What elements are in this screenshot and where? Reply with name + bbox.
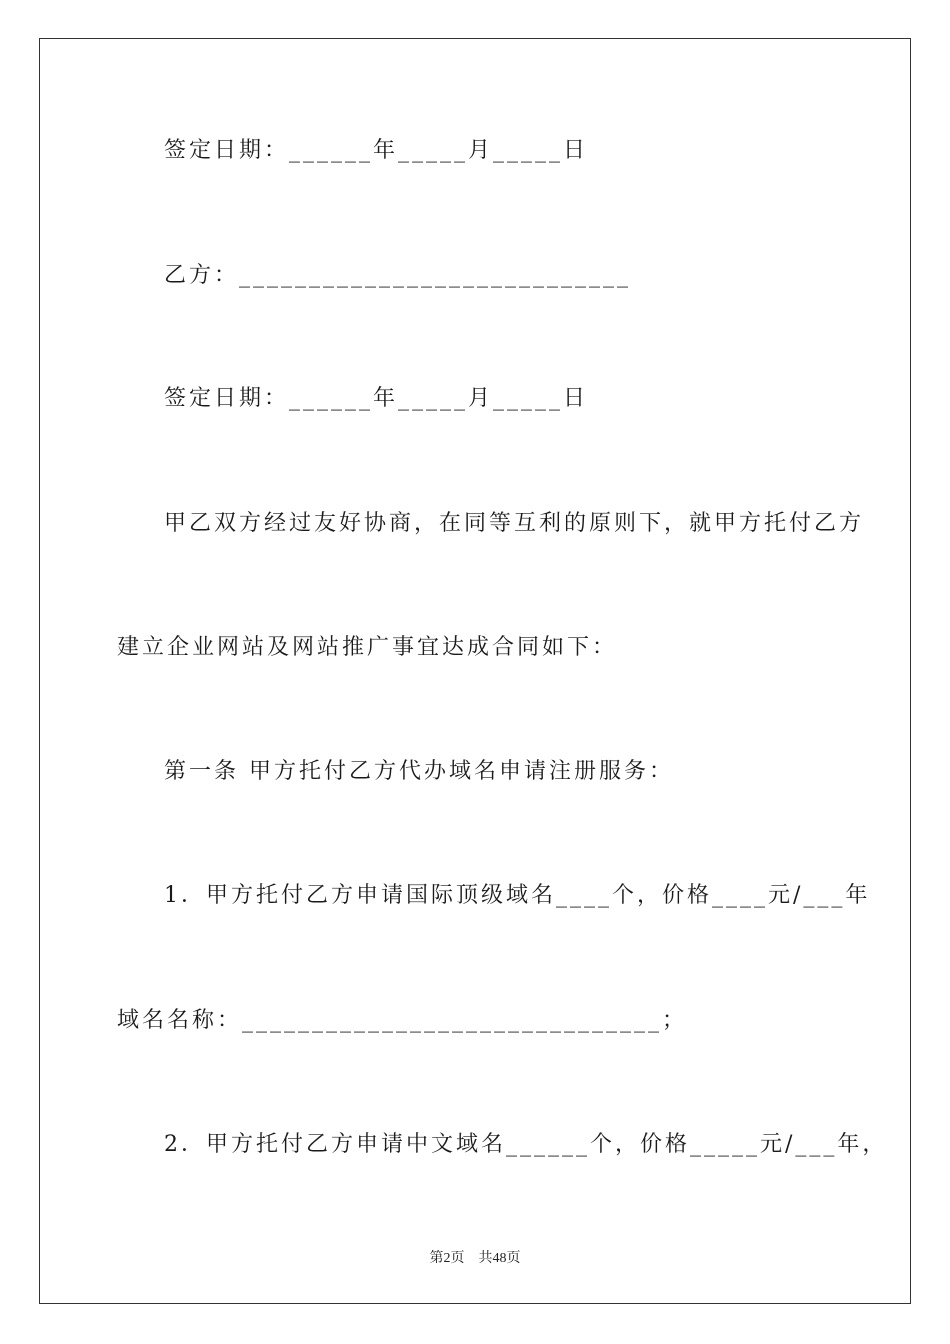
signing-date-line-1: 签定日期：______年_____月_____日	[164, 138, 589, 163]
page-number: 第2页 共48页	[429, 1251, 521, 1266]
page-border	[39, 38, 911, 1304]
article-one-heading: 第一条 甲方托付乙方代办域名申请注册服务：	[164, 759, 674, 784]
party-b-line: 乙方：____________________________	[164, 263, 632, 288]
preamble-line-2: 建立企业网站及网站推广事宜达成合同如下：	[117, 635, 618, 660]
domain-name-line: 域名名称：______________________________；	[117, 1008, 688, 1033]
clause-2-line: 2．甲方托付乙方申请中文域名______个，价格_____元/___年，	[164, 1132, 888, 1157]
preamble-line-1: 甲乙双方经过友好协商，在同等互利的原则下，就甲方托付乙方	[164, 511, 865, 536]
signing-date-line-2: 签定日期：______年_____月_____日	[164, 386, 589, 411]
clause-1-line: 1．甲方托付乙方申请国际顶级域名____个，价格____元/___年	[164, 883, 871, 908]
